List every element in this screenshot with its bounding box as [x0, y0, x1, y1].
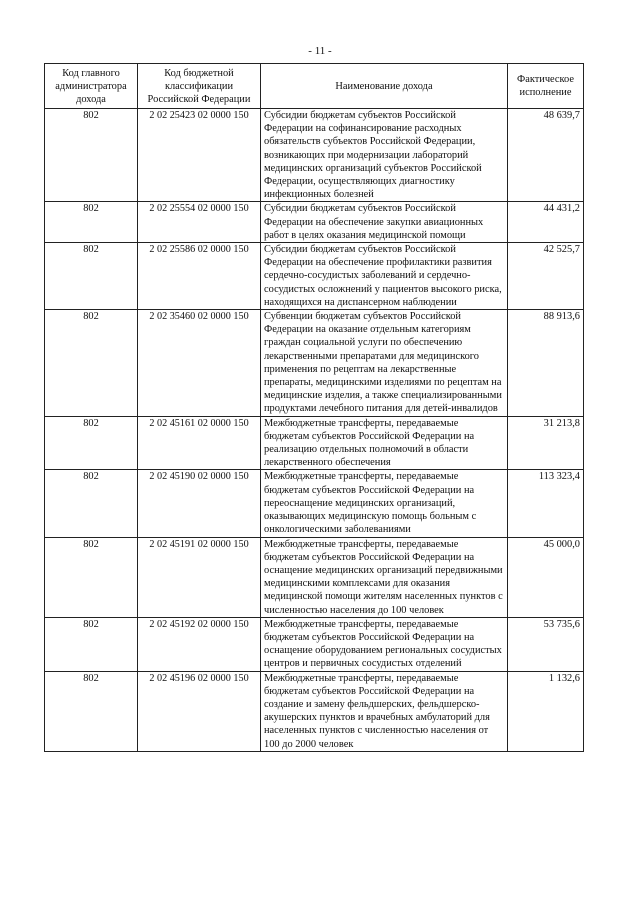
table-header-row — [45, 64, 584, 109]
table-row — [45, 109, 584, 202]
table-row — [45, 243, 584, 310]
cell-budget-code: 2 02 45161 02 0000 150 — [138, 416, 261, 470]
cell-budget-code: 2 02 45190 02 0000 150 — [138, 470, 261, 537]
table-row — [45, 470, 584, 537]
cell-admin-code: 802 — [45, 470, 138, 537]
cell-actual-execution: 31 213,8 — [508, 416, 584, 470]
header-actual-execution: Фактическое исполнение — [508, 64, 584, 109]
cell-admin-code: 802 — [45, 537, 138, 617]
cell-admin-code: 802 — [45, 243, 138, 310]
cell-revenue-name: Субсидии бюджетам субъектов Российской Федерации на обеспечение профилактики развития сердечно-сосудистых заболеваний и сердечно-сосудистых осложнений у пациентов высокого риска, находящихся на диспансерном наблюдении — [261, 243, 508, 310]
table-row — [45, 416, 584, 470]
cell-admin-code: 802 — [45, 416, 138, 470]
cell-revenue-name: Субсидии бюджетам субъектов Российской Федерации на обеспечение закупки авиационных работ в целях оказания медицинской помощи — [261, 202, 508, 243]
header-revenue-name: Наименование дохода — [261, 64, 508, 109]
cell-revenue-name: Межбюджетные трансферты, передаваемые бюджетам субъектов Российской Федерации на создание и замену фельдшерских, фельдшерско-акушерских пунктов и врачебных амбулаторий для населенных пунктов с численностью населения от 100 до 2000 человек — [261, 671, 508, 751]
cell-actual-execution: 42 525,7 — [508, 243, 584, 310]
cell-admin-code: 802 — [45, 310, 138, 417]
header-budget-code: Код бюджетной классификации Российской Федерации — [138, 64, 261, 109]
cell-budget-code: 2 02 35460 02 0000 150 — [138, 310, 261, 417]
table-row — [45, 537, 584, 617]
page-number: - 11 - — [308, 45, 332, 57]
cell-actual-execution: 1 132,6 — [508, 671, 584, 751]
cell-revenue-name: Субвенции бюджетам субъектов Российской Федерации на оказание отдельным категориям граждан социальной услуги по обеспечению лекарственными препаратами для медицинского применения по рецептам на лекарственные препараты, медицинскими изделиями по рецептам на медицинские изделия, а также специализированными продуктами лечебного питания для детей-инвалидов — [261, 310, 508, 417]
cell-actual-execution: 45 000,0 — [508, 537, 584, 617]
cell-budget-code: 2 02 25586 02 0000 150 — [138, 243, 261, 310]
cell-revenue-name: Межбюджетные трансферты, передаваемые бюджетам субъектов Российской Федерации на переоснащение медицинских организаций, оказывающих медицинскую помощь больным с онкологическими заболеваниями — [261, 470, 508, 537]
cell-budget-code: 2 02 25423 02 0000 150 — [138, 109, 261, 202]
table-row — [45, 202, 584, 243]
cell-budget-code: 2 02 25554 02 0000 150 — [138, 202, 261, 243]
header-admin-code: Код главного администратора дохода — [45, 64, 138, 109]
cell-actual-execution: 88 913,6 — [508, 310, 584, 417]
budget-revenue-table — [44, 63, 584, 752]
cell-actual-execution: 44 431,2 — [508, 202, 584, 243]
table-row — [45, 671, 584, 751]
table-row — [45, 617, 584, 671]
cell-actual-execution: 48 639,7 — [508, 109, 584, 202]
cell-revenue-name: Межбюджетные трансферты, передаваемые бюджетам субъектов Российской Федерации на оснащение медицинских организаций передвижными медицинскими комплексами для оказания медицинской помощи жителям населенных пунктов с численностью населения до 100 человек — [261, 537, 508, 617]
cell-budget-code: 2 02 45196 02 0000 150 — [138, 671, 261, 751]
cell-actual-execution: 113 323,4 — [508, 470, 584, 537]
cell-admin-code: 802 — [45, 109, 138, 202]
cell-actual-execution: 53 735,6 — [508, 617, 584, 671]
cell-revenue-name: Субсидии бюджетам субъектов Российской Федерации на софинансирование расходных обязательств субъектов Российской Федерации, возникающих при модернизации лабораторий медицинских организаций субъектов Российской Федерации, осуществляющих диагностику инфекционных болезней — [261, 109, 508, 202]
cell-revenue-name: Межбюджетные трансферты, передаваемые бюджетам субъектов Российской Федерации на оснащение оборудованием региональных сосудистых центров и первичных сосудистых отделений — [261, 617, 508, 671]
cell-admin-code: 802 — [45, 617, 138, 671]
cell-budget-code: 2 02 45191 02 0000 150 — [138, 537, 261, 617]
table-row — [45, 310, 584, 417]
cell-admin-code: 802 — [45, 202, 138, 243]
cell-admin-code: 802 — [45, 671, 138, 751]
cell-revenue-name: Межбюджетные трансферты, передаваемые бюджетам субъектов Российской Федерации на реализацию отдельных полномочий в области лекарственного обеспечения — [261, 416, 508, 470]
cell-budget-code: 2 02 45192 02 0000 150 — [138, 617, 261, 671]
